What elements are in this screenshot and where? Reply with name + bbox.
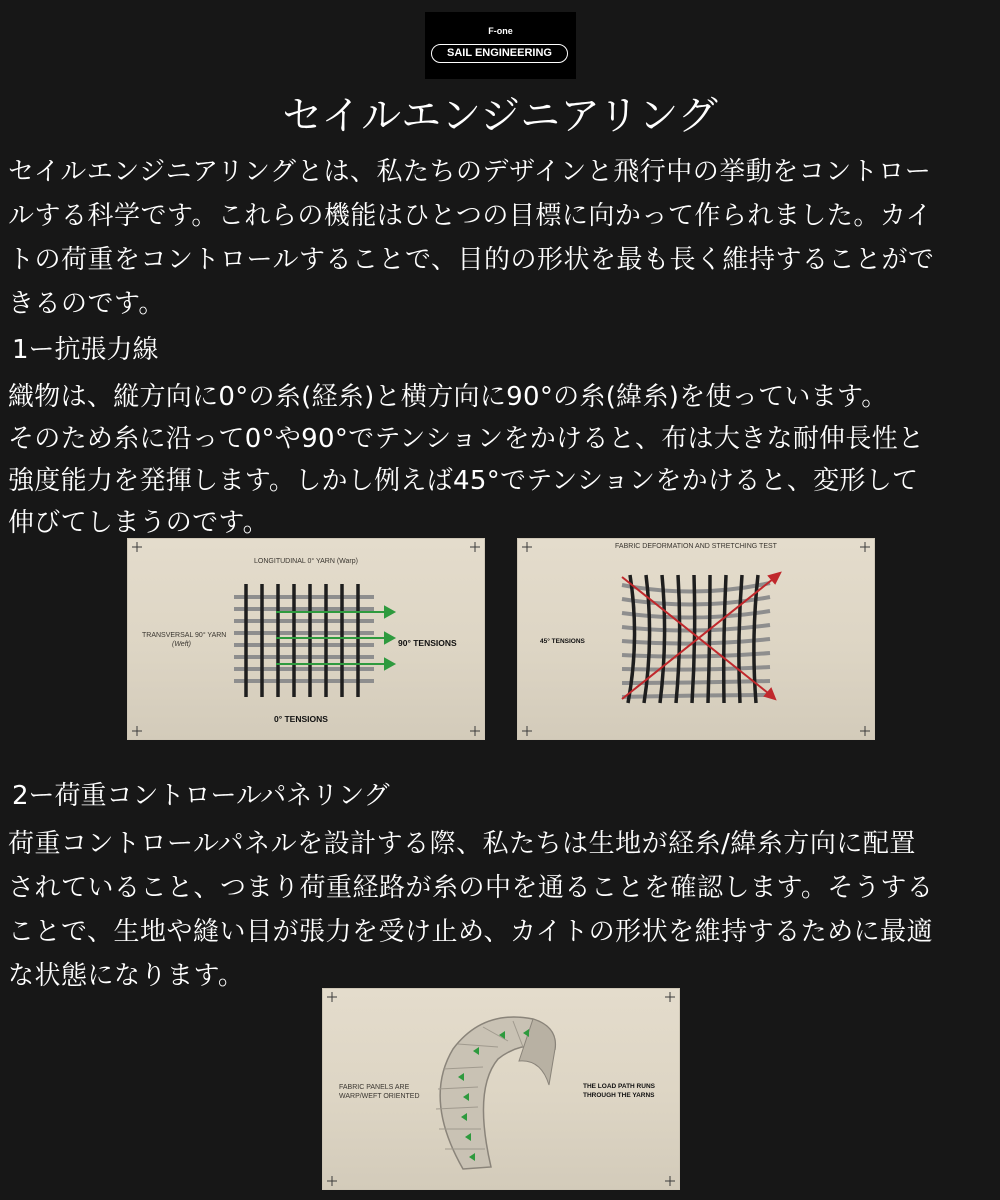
section-2-line: な状態になります。 (8, 961, 245, 991)
panels-orientation-label: FABRIC PANELS ARE (339, 1084, 410, 1091)
intro-line: セイルエンジニアリングとは、私たちのデザインと飛行中の挙動をコントロー (8, 157, 932, 187)
figure-kite-panels (322, 988, 680, 1190)
figure-deformation-test (517, 538, 875, 740)
logo-label: SAIL ENGINEERING (431, 44, 568, 63)
section-1-paragraph (8, 376, 998, 544)
intro-line: ルする科学です。これらの機能はひとつの目標に向かって作られました。カイ (8, 201, 933, 231)
figure-yarn-tensions (127, 538, 485, 740)
section-1-line: 強度能力を発揮します。しかし例えば45°でテンションをかけると、変形して (8, 466, 919, 496)
section-2-line: されていること、つまり荷重経路が糸の中を通ることを確認します。そうする (8, 873, 934, 903)
section-1-line: 織物は、縦方向に0°の糸(経糸)と横方向に90°の糸(緯糸)を使っています。 (8, 382, 888, 412)
section-1-heading: 1ー抗張力線 (12, 335, 159, 365)
ninety-tensions-label: 90° TENSIONS (398, 638, 457, 648)
intro-line: トの荷重をコントロールすることで、目的の形状を最も長く維持することがで (8, 245, 935, 275)
panels-orientation-sublabel: WARP/WEFT ORIENTED (339, 1093, 420, 1100)
deformation-test-label: FABRIC DEFORMATION AND STRETCHING TEST (615, 543, 777, 550)
zero-tensions-label: 0° TENSIONS (274, 714, 328, 724)
section-2-paragraph (8, 822, 998, 998)
brand-logo (425, 12, 576, 79)
intro-line: きるのです。 (8, 289, 165, 319)
section-2-heading: 2ー荷重コントロールパネリング (12, 781, 390, 811)
weft-yarn-label: TRANSVERSAL 90° YARN (142, 632, 227, 639)
load-path-sublabel: THROUGH THE YARNS (583, 1092, 655, 1099)
intro-paragraph (8, 150, 998, 326)
section-2-line: 荷重コントロールパネルを設計する際、私たちは生地が経糸/緯糸方向に配置 (8, 829, 916, 859)
section-2-line: ことで、生地や縫い目が張力を受け止め、カイトの形状を維持するために最適 (8, 917, 934, 947)
warp-yarn-label: LONGITUDINAL 0° YARN (Warp) (254, 558, 358, 565)
load-path-label: THE LOAD PATH RUNS (583, 1083, 655, 1090)
section-1-line: そのため糸に沿って0°や90°でテンションをかけると、布は大きな耐伸長性と (8, 424, 925, 454)
forty-five-tensions-label: 45° TENSIONS (540, 638, 585, 645)
logo-brand-text: F-one (488, 26, 513, 36)
page-title: セイルエンジニアリング (282, 93, 718, 139)
section-1-line: 伸びてしまうのです。 (8, 508, 269, 538)
weft-yarn-sublabel: (Weft) (172, 641, 191, 648)
